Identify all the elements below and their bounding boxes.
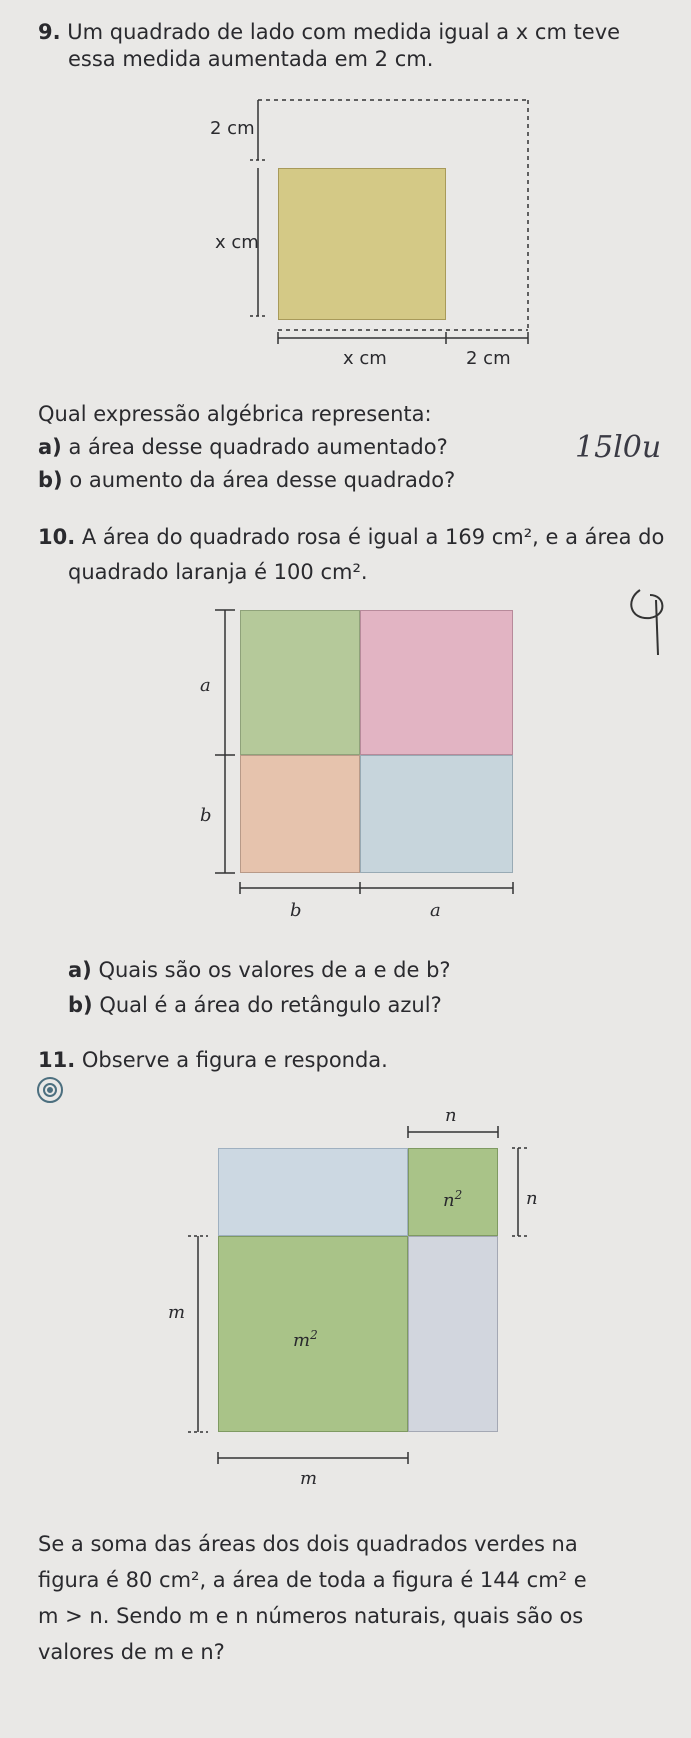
q11-label-m-side: m (168, 1302, 186, 1323)
q10-b-letter: b) (68, 993, 93, 1017)
q10-a-text: Quais são os valores de a e de b? (98, 958, 451, 982)
q9-b-text: o aumento da área desse quadrado? (69, 468, 456, 492)
q10-label-a-side: a (200, 675, 211, 696)
q11-text-line1: Se a soma das áreas dos dois quadrados verdes na (38, 1532, 578, 1556)
q10-number: 10. (38, 525, 76, 549)
q11-title: Observe a figura e responda. (81, 1048, 388, 1072)
q11-label-m-bottom: m (300, 1468, 318, 1489)
q10-b-text: Qual é a área do retângulo azul? (99, 993, 442, 1017)
q10-a-letter: a) (68, 958, 92, 982)
q9-handwritten-note: 15l0u (575, 430, 662, 465)
q9-b-letter: b) (38, 468, 63, 492)
q11-n-squared-exp: 2 (454, 1188, 463, 1202)
q9-statement-line2: essa medida aumentada em 2 cm. (68, 47, 434, 71)
q9-label-bottom-x: x cm (343, 348, 387, 369)
q9-a-text: a área desse quadrado aumentado? (68, 435, 448, 459)
q11-n-squared-base: n (443, 1190, 455, 1211)
q11-text-line4: valores de m e n? (38, 1640, 225, 1664)
q9-a-letter: a) (38, 435, 62, 459)
q11-text-line3: m > n. Sendo m e n números naturais, quais são os (38, 1604, 584, 1628)
q9-label-side: x cm (215, 232, 259, 253)
q11-m-squared-exp: 2 (310, 1328, 318, 1342)
scribble-mark (631, 590, 662, 655)
q9-line1-text: Um quadrado de lado com medida igual a x cm teve (67, 20, 621, 44)
q9-label-top: 2 cm (210, 118, 255, 139)
q11-label-n-top: n (445, 1105, 457, 1126)
q11-text-line2: figura é 80 cm², a área de toda a figura é 144 cm² e (38, 1568, 587, 1592)
q10-label-b-bottom: b (290, 900, 302, 921)
q10-label-b-side: b (200, 805, 212, 826)
q9-label-bottom-2: 2 cm (466, 348, 511, 369)
q11-number: 11. (38, 1048, 76, 1072)
q10-line1-text: A área do quadrado rosa é igual a 169 cm², e a área do (81, 525, 665, 549)
q11-label-n-side: n (526, 1188, 538, 1209)
q9-question: Qual expressão algébrica representa: (38, 402, 432, 426)
q11-m-squared-base: m (293, 1330, 311, 1351)
q9-number: 9. (38, 20, 61, 44)
q10-statement-line2: quadrado laranja é 100 cm². (68, 560, 368, 584)
target-icon (38, 1078, 62, 1102)
q10-label-a-bottom: a (430, 900, 441, 921)
